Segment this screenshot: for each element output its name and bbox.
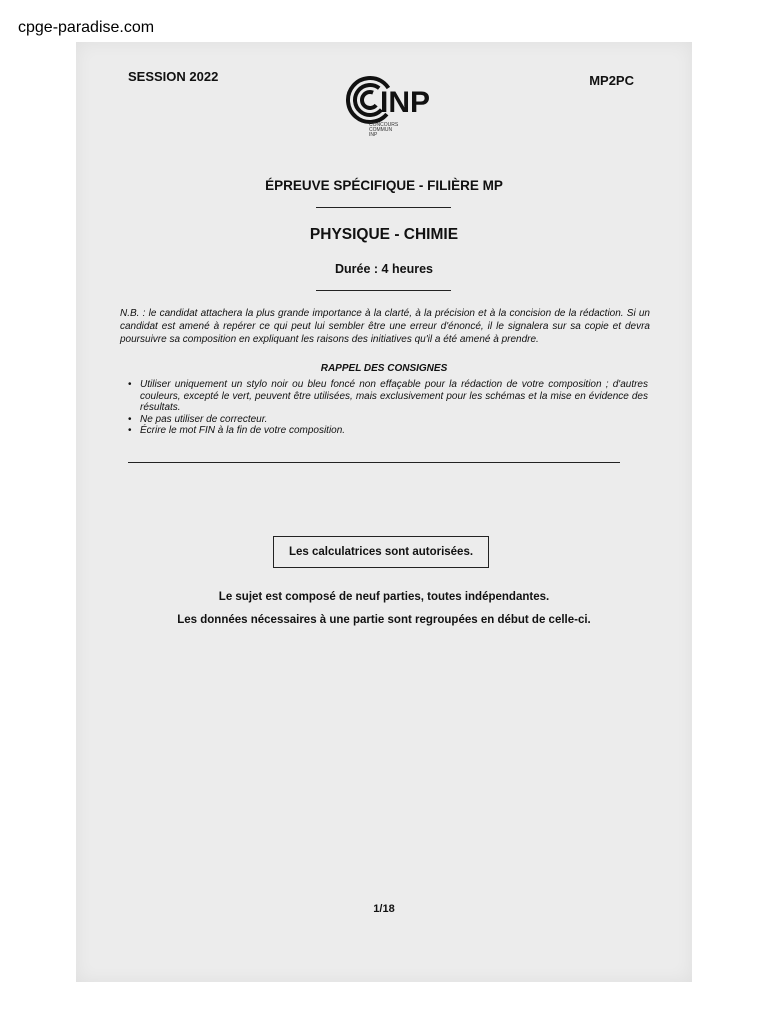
logo-subtitle-line: INP [369, 132, 378, 138]
consignes-list [128, 379, 648, 437]
duration: Durée : 4 heures [335, 262, 433, 276]
site-watermark: cpge-paradise.com [18, 19, 155, 36]
page-number: 1/18 [373, 903, 395, 915]
subject-title: PHYSIQUE - CHIMIE [309, 226, 459, 243]
list-item: • Ne pas utiliser de correcteur. [128, 414, 648, 426]
session-label: SESSION 2022 [128, 69, 219, 84]
section-divider [128, 462, 620, 463]
donnees-statement: Les données nécessaires à une partie sont regroupées en début de celle-ci. [177, 614, 591, 626]
epreuve-title: ÉPREUVE SPÉCIFIQUE - FILIÈRE MP [265, 178, 503, 193]
list-item: • Écrire le mot FIN à la fin de votre composition. [128, 425, 648, 437]
logo-subtitle-line: CONCOURS [369, 122, 399, 128]
sujet-statement: Le sujet est composé de neuf parties, toutes indépendantes. [218, 591, 550, 603]
logo-subtitle [369, 123, 398, 138]
rappel-heading: RAPPEL DES CONSIGNES [320, 363, 448, 374]
exam-cover-page [76, 42, 692, 982]
list-item: • Utiliser uniquement un stylo noir ou bleu foncé non effaçable pour la rédaction de votre composition ; d'autres couleurs, excepté le vert, peuvent être utilisées, mais exclusivement pour les schémas et la mise en évidence des résultats. [128, 379, 648, 414]
logo-text: INP [380, 86, 431, 119]
exam-code: MP2PC [589, 73, 634, 88]
duration-divider [316, 290, 451, 291]
title-divider [316, 207, 451, 208]
calculator-notice: Les calculatrices sont autorisées. [273, 536, 489, 568]
nb-paragraph: N.B. : le candidat attachera la plus grande importance à la clarté, à la précision et à la concision de la rédaction. Si un candidat est amené à repérer ce qui peut lui sembler être une erreur d'énoncé, il le signalera sur sa copie et devra poursuivre sa composition en expliquant les raisons des initiatives qu'il a été amené à prendre. [120, 308, 650, 345]
logo-subtitle-line: COMMUN [369, 127, 393, 133]
